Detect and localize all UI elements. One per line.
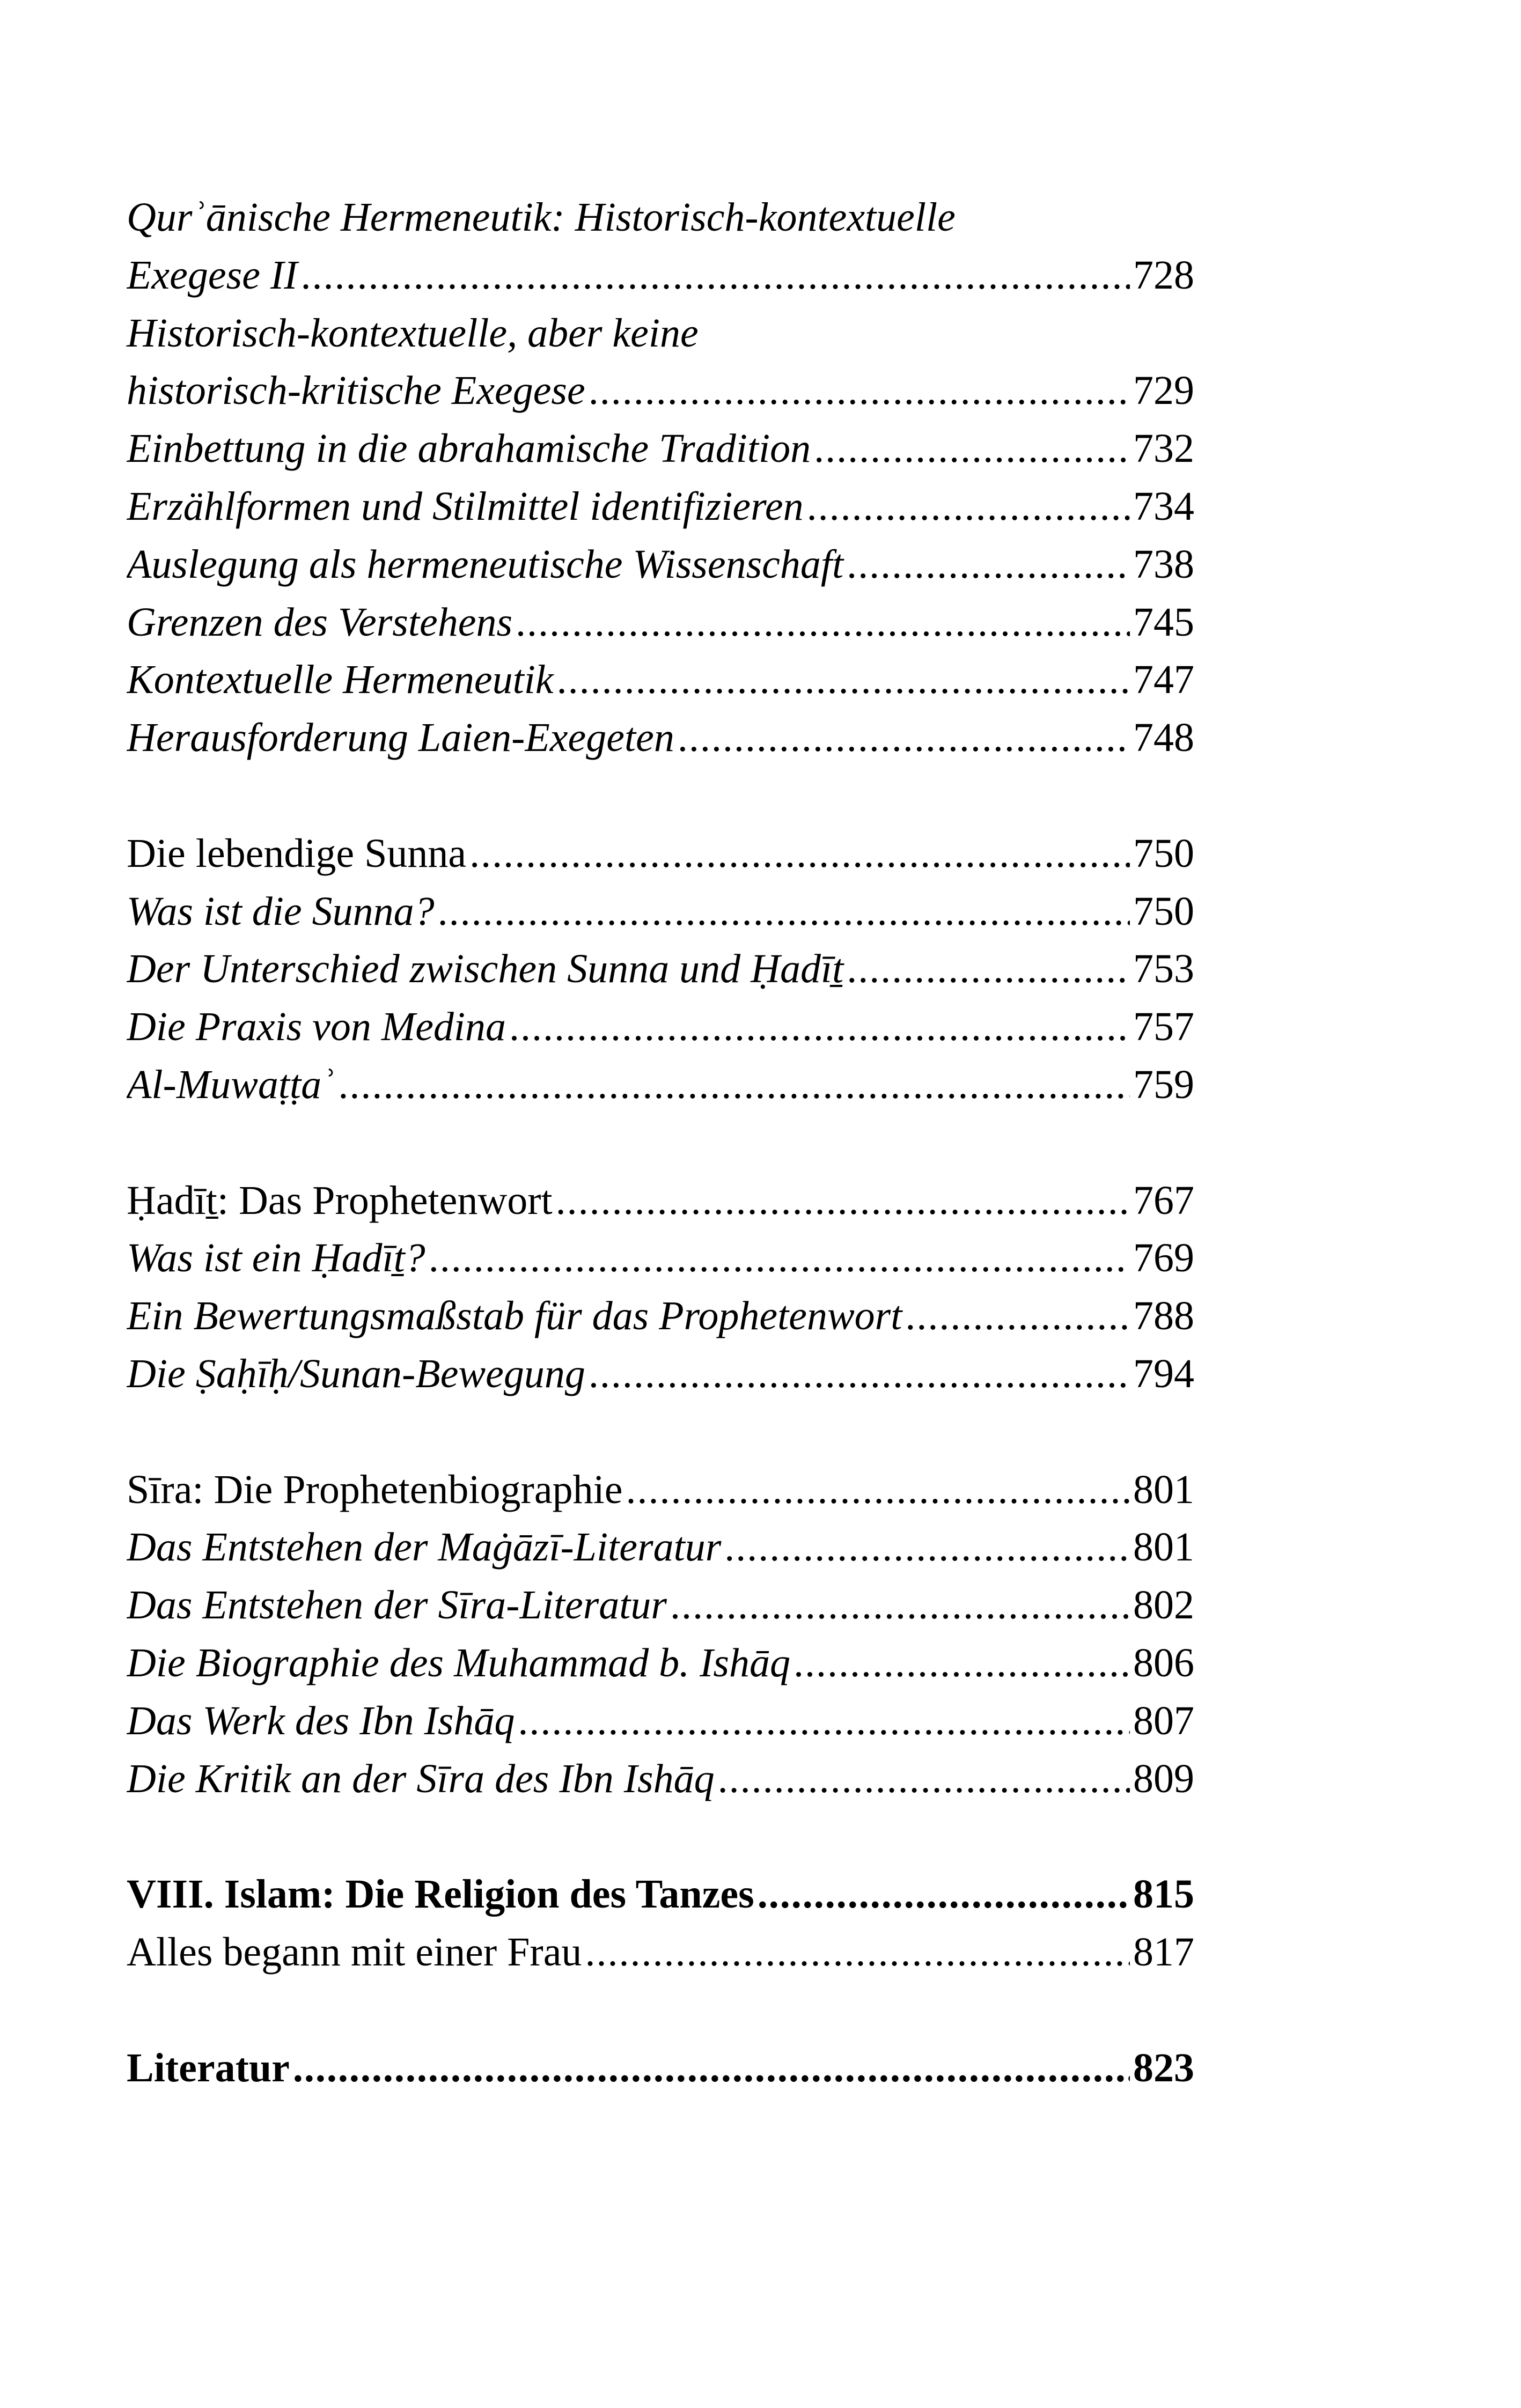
toc-entry-title: Das Entstehen der Sīra-Literatur <box>127 1582 667 1628</box>
toc-entry[interactable] <box>127 594 1194 652</box>
toc-entry[interactable] <box>127 998 1194 1056</box>
dot-leader <box>670 1577 1130 1634</box>
dot-leader <box>718 1750 1130 1808</box>
dot-leader <box>585 1924 1130 1982</box>
toc-entry-title: Auslegung als hermeneutische Wissenschaft <box>127 541 844 587</box>
toc-entry-title: Ein Bewertungsmaßstab für das Prophetenwort <box>127 1293 902 1339</box>
toc-page-number: 757 <box>1133 1004 1194 1050</box>
dot-leader <box>589 362 1130 420</box>
toc-entry-title: Die Ṣaḥīḥ/Sunan-Bewegung <box>127 1351 585 1396</box>
toc-entry-title-line: Historisch-kontextuelle, aber keine <box>127 310 699 356</box>
toc-entry-title: Die Praxis von Medina <box>127 1004 506 1050</box>
dot-leader <box>301 247 1130 305</box>
toc-entry[interactable] <box>127 1345 1194 1403</box>
dot-leader <box>626 1461 1130 1519</box>
section-gap <box>127 1982 1194 2039</box>
toc-entry-title: Die Kritik an der Sīra des Ibn Ishāq <box>127 1756 715 1801</box>
table-of-contents <box>127 189 1194 2097</box>
toc-entry[interactable] <box>127 362 1194 420</box>
dot-leader <box>557 651 1130 709</box>
toc-page-number: 806 <box>1133 1640 1194 1685</box>
dot-leader <box>758 1866 1130 1924</box>
dot-leader <box>429 1229 1130 1287</box>
toc-entry-title: Herausforderung Laien-Exegeten <box>127 715 674 761</box>
section-gap <box>127 1808 1194 1866</box>
dot-leader <box>847 940 1130 998</box>
toc-page-number: 728 <box>1133 252 1194 298</box>
dot-leader <box>724 1519 1130 1577</box>
toc-page-number: 801 <box>1133 1467 1194 1512</box>
toc-page-number: 794 <box>1133 1351 1194 1396</box>
toc-chapter-entry[interactable] <box>127 825 1194 883</box>
section-gap <box>127 1114 1194 1172</box>
toc-entry-title: Die Biographie des Muhammad b. Ishāq <box>127 1640 790 1685</box>
toc-page-number: 817 <box>1133 1929 1194 1975</box>
toc-part-entry[interactable] <box>127 1866 1194 1924</box>
toc-entry-title: Al-Muwaṭṭaʾ <box>127 1062 335 1107</box>
toc-page-number: 759 <box>1133 1062 1194 1107</box>
dot-leader <box>589 1345 1130 1403</box>
toc-page-number: 738 <box>1133 541 1194 587</box>
toc-page-number: 750 <box>1133 830 1194 876</box>
dot-leader <box>516 594 1130 652</box>
toc-page-number: 767 <box>1133 1177 1194 1223</box>
dot-leader <box>793 1634 1130 1692</box>
toc-page-number: 729 <box>1133 368 1194 414</box>
toc-entry[interactable] <box>127 1056 1194 1114</box>
toc-entry[interactable] <box>127 536 1194 594</box>
dot-leader <box>807 478 1130 536</box>
section-gap <box>127 767 1194 825</box>
dot-leader <box>293 2039 1130 2097</box>
toc-page-number: 747 <box>1133 657 1194 703</box>
dot-leader <box>556 1172 1130 1230</box>
toc-chapter-entry[interactable] <box>127 1172 1194 1230</box>
toc-page-number: 732 <box>1133 426 1194 472</box>
toc-entry-title: Das Entstehen der Maġāzī-Literatur <box>127 1525 722 1570</box>
toc-page-number: 750 <box>1133 888 1194 934</box>
toc-entry-title: Was ist die Sunna? <box>127 888 435 934</box>
dot-leader <box>338 1056 1130 1114</box>
toc-entry-title: historisch-kritische Exegese <box>127 368 585 414</box>
toc-entry-title: Einbettung in die abrahamische Tradition <box>127 426 811 472</box>
toc-page-number: 801 <box>1133 1525 1194 1570</box>
dot-leader <box>814 420 1130 478</box>
toc-entry[interactable] <box>127 1634 1194 1692</box>
dot-leader <box>438 883 1130 941</box>
toc-entry-title: Was ist ein Ḥadīṯ? <box>127 1235 425 1281</box>
toc-entry[interactable] <box>127 1692 1194 1750</box>
toc-page-number: 807 <box>1133 1698 1194 1743</box>
toc-page-number: 769 <box>1133 1235 1194 1281</box>
toc-entry-title: Exegese II <box>127 252 298 298</box>
toc-entry[interactable] <box>127 420 1194 478</box>
dot-leader <box>509 998 1130 1056</box>
toc-entry-title: Der Unterschied zwischen Sunna und Ḥadīṯ <box>127 946 844 992</box>
toc-part-title: VIII. Islam: Die Religion des Tanzes <box>127 1872 754 1917</box>
toc-entry-title: Erzählformen und Stilmittel identifizieren <box>127 483 804 529</box>
dot-leader <box>518 1692 1130 1750</box>
toc-entry-title-line: Qurʾānische Hermeneutik: Historisch-kontextuelle <box>127 195 956 240</box>
dot-leader <box>847 536 1130 594</box>
toc-entry[interactable] <box>127 478 1194 536</box>
toc-entry-title: Das Werk des Ibn Ishāq <box>127 1698 515 1743</box>
toc-entry[interactable] <box>127 1750 1194 1808</box>
toc-page-number: 734 <box>1133 483 1194 529</box>
toc-entry-title: Kontextuelle Hermeneutik <box>127 657 554 703</box>
toc-page-number: 823 <box>1133 2045 1194 2090</box>
toc-page-number: 815 <box>1133 1872 1194 1917</box>
toc-entry[interactable] <box>127 1287 1194 1345</box>
toc-entry[interactable] <box>127 651 1194 709</box>
toc-chapter-entry[interactable] <box>127 1924 1194 1982</box>
toc-page-number: 809 <box>1133 1756 1194 1801</box>
toc-chapter-title: Die lebendige Sunna <box>127 830 467 876</box>
dot-leader <box>678 709 1130 767</box>
toc-chapter-title: Sīra: Die Prophetenbiographie <box>127 1467 623 1512</box>
toc-entry[interactable] <box>127 1577 1194 1634</box>
toc-entry[interactable] <box>127 247 1194 305</box>
toc-page-number: 802 <box>1133 1582 1194 1628</box>
toc-chapter-title: Ḥadīṯ: Das Prophetenwort <box>127 1177 553 1223</box>
toc-entry-title: Grenzen des Verstehens <box>127 599 513 645</box>
dot-leader <box>905 1287 1130 1345</box>
section-gap <box>127 1403 1194 1461</box>
toc-entry[interactable] <box>127 940 1194 998</box>
toc-page-number: 748 <box>1133 715 1194 761</box>
toc-part-title: Literatur <box>127 2045 290 2090</box>
toc-entry[interactable] <box>127 1519 1194 1577</box>
toc-entry[interactable] <box>127 883 1194 941</box>
toc-entry[interactable] <box>127 1229 1194 1287</box>
dot-leader <box>469 825 1130 883</box>
toc-entry[interactable] <box>127 709 1194 767</box>
toc-chapter-entry[interactable] <box>127 1461 1194 1519</box>
toc-part-entry[interactable] <box>127 2039 1194 2097</box>
toc-chapter-title: Alles begann mit einer Frau <box>127 1929 582 1975</box>
toc-page-number: 753 <box>1133 946 1194 992</box>
toc-page-number: 745 <box>1133 599 1194 645</box>
toc-page-number: 788 <box>1133 1293 1194 1339</box>
